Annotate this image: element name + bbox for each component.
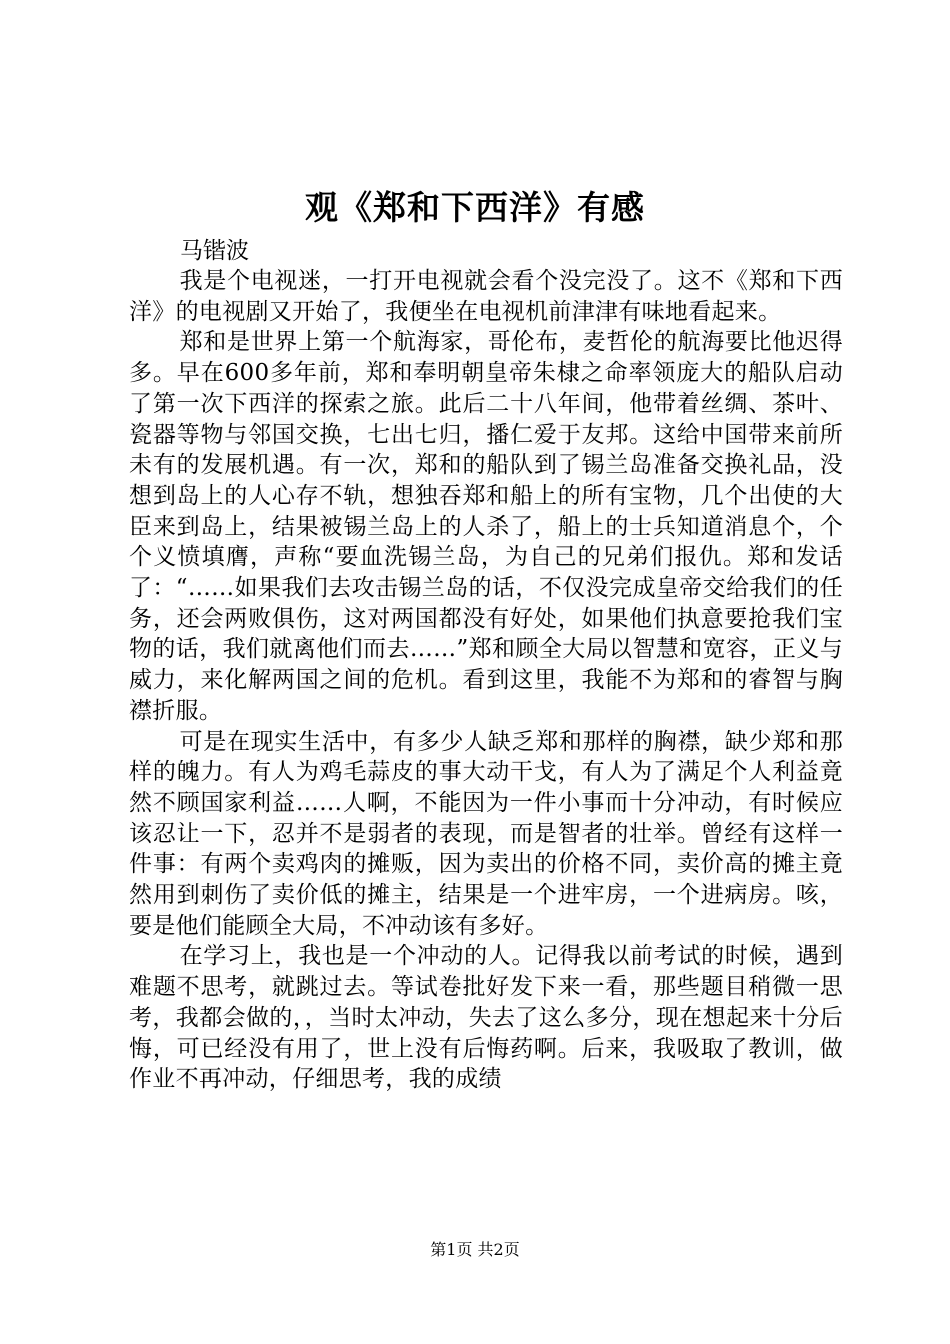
article-body xyxy=(129,266,843,1095)
paragraph: 可是在现实生活中，有多少人缺乏郑和那样的胸襟，缺少郑和那样的魄力。有人为鸡毛蒜皮的事大动干戈，有人为了满足个人利益竟然不顾国家利益……人啊，不能因为一件小事而十分冲动，有时候应该忍让一下，忍并不是弱者的表现，而是智者的壮举。曾经有这样一件事：有两个卖鸡肉的摊贩，因为卖出的价格不同，卖价高的摊主竟然用到刺伤了卖价低的摊主，结果是一个进牢房，一个进病房。咳，要是他们能顾全大局，不冲动该有多好。 xyxy=(129,728,843,939)
paragraph: 我是个电视迷，一打开电视就会看个没完没了。这不《郑和下西洋》的电视剧又开始了，我便坐在电视机前津津有味地看起来。 xyxy=(129,268,843,325)
paragraph: 郑和是世界上第一个航海家，哥伦布，麦哲伦的航海要比他迟得多。早在600多年前，郑和奉明朝皇帝朱棣之命率领庞大的船队启动了第一次下西洋的探索之旅。此后二十八年间，他带着丝绸、茶叶、瓷器等物与邻国交换，七出七归，播仁爱于友邦。这给中国带来前所未有的发展机遇。有一次，郑和的船队到了锡兰岛准备交换礼品，没想到岛上的人心存不轨，想独吞郑和船上的所有宝物，几个出使的大臣来到岛上，结果被锡兰岛上的人杀了，船上的士兵知道消息个，个个义愤填膺，声称“要血洗锡兰岛，为自己的兄弟们报仇。郑和发话了：“……如果我们去攻击锡兰岛的话，不仅没完成皇帝交给我们的任务，还会两败俱伤，这对两国都没有好处，如果他们执意要抢我们宝物的话，我们就离他们而去……”郑和顾全大局以智慧和宽容，正义与威力，来化解两国之间的危机。看到这里，我能不为郑和的睿智与胸襟折服。 xyxy=(129,329,843,724)
paragraph: 在学习上，我也是一个冲动的人。记得我以前考试的时候，遇到难题不思考，就跳过去。等试卷批好发下来一看，那些题目稍微一思考，我都会做的，，当时太冲动，失去了这么多分，现在想起来十分后悔，可已经没有用了，世上没有后悔药啊。后来，我吸取了教训，做作业不再冲动，仔细思考，我的成绩 xyxy=(129,943,843,1093)
author-name: 马锴波 xyxy=(180,238,249,264)
page-title: 观《郑和下西洋》有感 xyxy=(305,188,645,227)
page-footer: 第1页 共2页 xyxy=(430,1240,520,1259)
